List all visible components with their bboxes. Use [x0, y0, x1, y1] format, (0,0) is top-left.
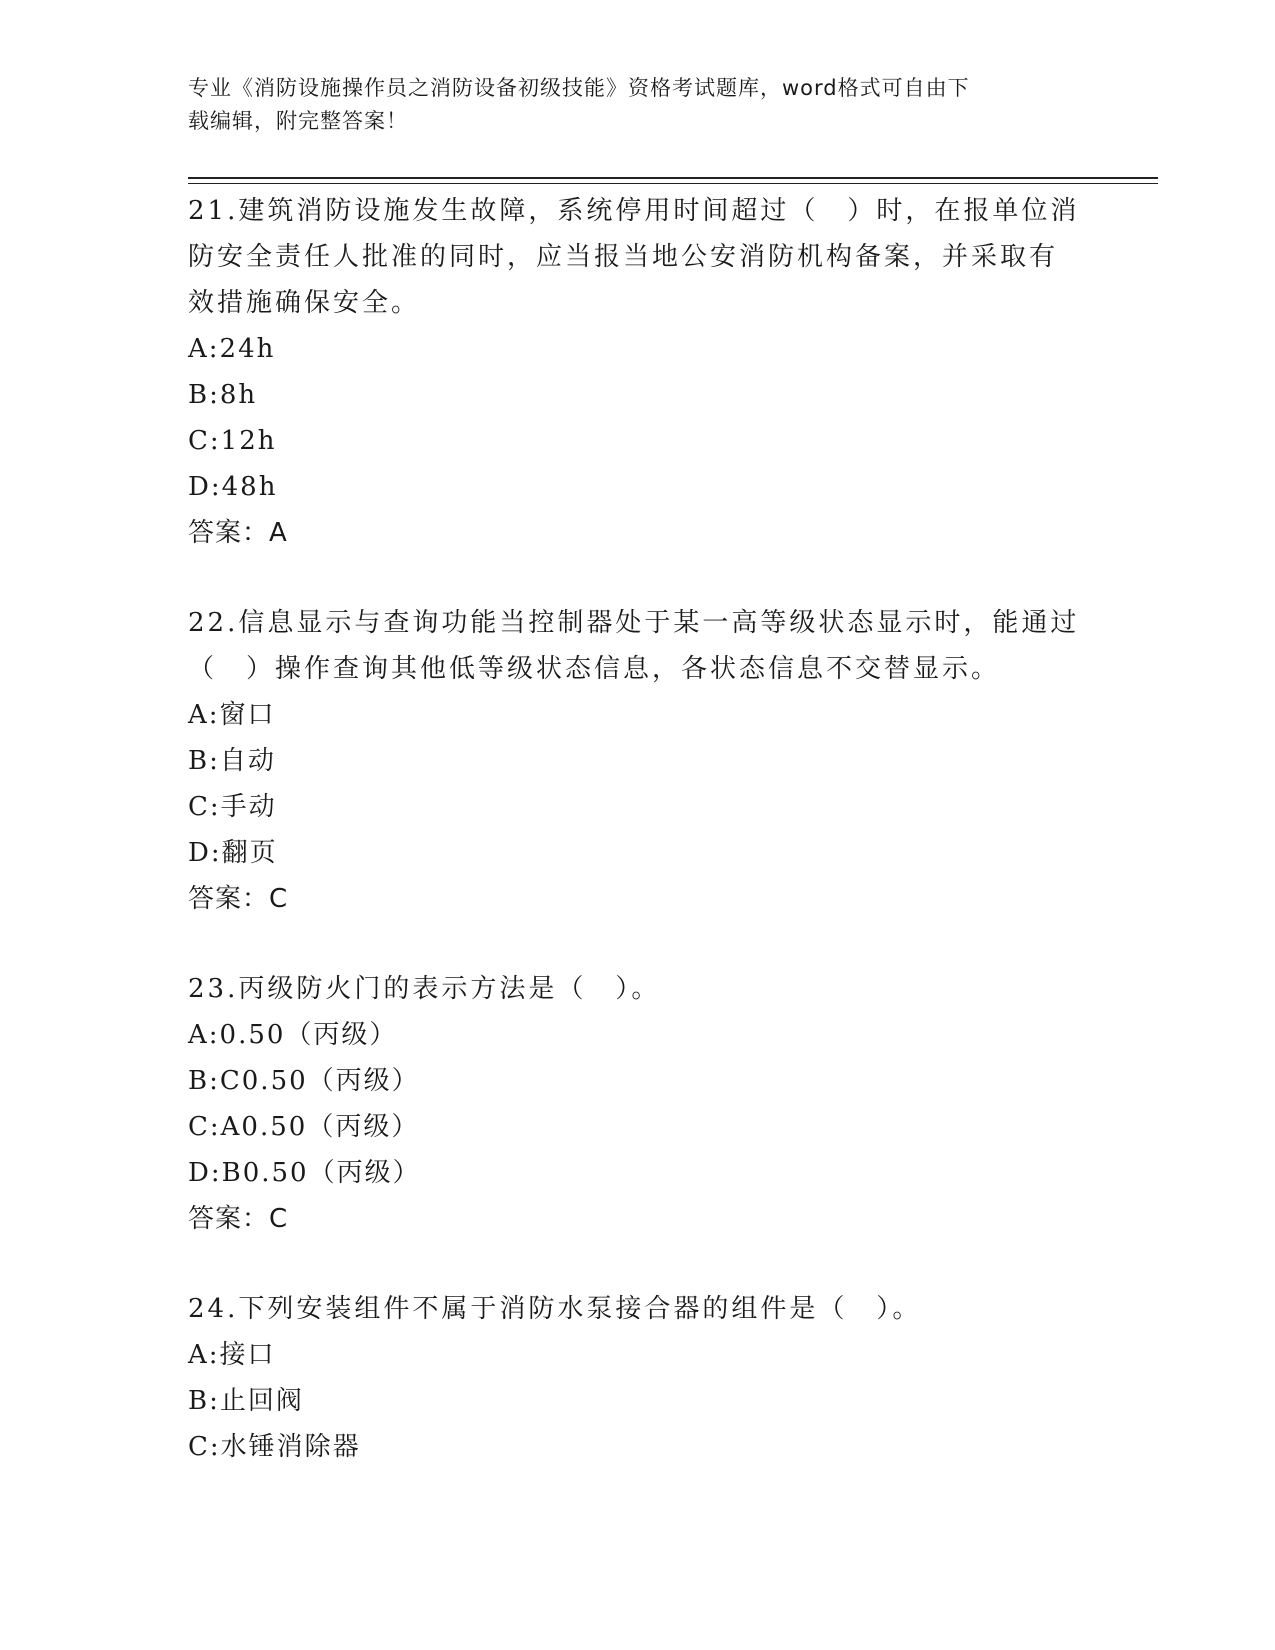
answer: 答案：C [188, 884, 289, 914]
option-a: A:24h [188, 334, 276, 364]
document-header [188, 72, 1068, 138]
option-d: D:48h [188, 472, 278, 502]
question-23 [188, 966, 1088, 1242]
question-stem-line: 24.下列安装组件不属于消防水泵接合器的组件是（ ）。 [188, 1294, 922, 1324]
answer: 答案：C [188, 1204, 289, 1234]
option-b: B:止回阀 [188, 1386, 304, 1416]
spacer [188, 556, 1088, 600]
question-stem-line: 21.建筑消防设施发生故障，系统停用时间超过（ ）时，在报单位消 [188, 196, 1080, 226]
question-stem-line: 防安全责任人批准的同时，应当报当地公安消防机构备案，并采取有 [188, 242, 1059, 272]
question-22 [188, 600, 1088, 922]
header-line-1: 专业《消防设施操作员之消防设备初级技能》资格考试题库，word格式可自由下 [188, 76, 970, 100]
question-stem-line: 23.丙级防火门的表示方法是（ ）。 [188, 974, 661, 1004]
header-divider-thin [188, 183, 1158, 184]
option-a: A:窗口 [188, 700, 276, 730]
header-line-2: 载编辑，附完整答案！ [188, 109, 408, 133]
question-24 [188, 1286, 1088, 1470]
question-stem-line: （ ）操作查询其他低等级状态信息，各状态信息不交替显示。 [188, 654, 1001, 684]
option-c: C:水锤消除器 [188, 1432, 361, 1462]
option-b: B:自动 [188, 746, 276, 776]
option-b: B:C0.50（丙级） [188, 1066, 420, 1096]
question-stem-line: 效措施确保安全。 [188, 288, 421, 318]
answer: 答案：A [188, 518, 288, 548]
option-a: A:接口 [188, 1340, 276, 1370]
question-stem-line: 22.信息显示与查询功能当控制器处于某一高等级状态显示时，能通过 [188, 608, 1080, 638]
option-d: D:B0.50（丙级） [188, 1158, 421, 1188]
option-a: A:0.50（丙级） [188, 1020, 398, 1050]
option-c: C:12h [188, 426, 277, 456]
option-c: C:A0.50（丙级） [188, 1112, 420, 1142]
spacer [188, 922, 1088, 966]
question-21 [188, 188, 1088, 556]
option-d: D:翻页 [188, 838, 278, 868]
spacer [188, 1242, 1088, 1286]
header-divider-thick [188, 177, 1158, 179]
question-list [188, 188, 1088, 1470]
option-b: B:8h [188, 380, 258, 410]
option-c: C:手动 [188, 792, 277, 822]
